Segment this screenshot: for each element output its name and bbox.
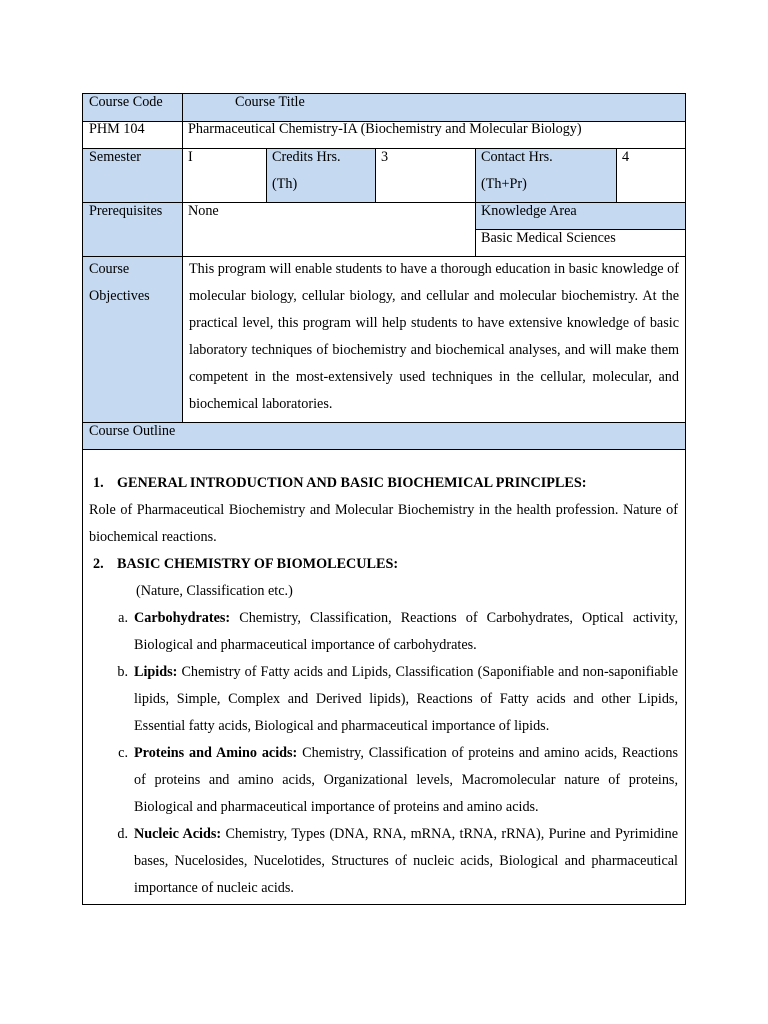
list-item — [118, 605, 678, 659]
objectives-text: This program will enable students to have a thorough education in basic knowledge of molecular biology, cellular biology, and cellular and molecular biochemistry. At the practical level, this program will help students to have extensive knowledge of basic laboratory techniques of biochemistry and biochemical analyses, and will make them competent in the most-extensively used techniques in the cellular, molecular, and biochemical laboratories. — [189, 261, 679, 412]
credits-label-line1: Credits Hrs. — [272, 149, 341, 165]
semester-value: I — [188, 149, 193, 165]
section-heading — [93, 551, 686, 578]
credits-label-line2: (Th) — [272, 176, 298, 192]
course-outline-label: Course Outline — [89, 423, 176, 439]
course-title-label: Course Title — [235, 94, 305, 110]
list-item-term: Nucleic Acids: — [134, 826, 222, 842]
section-heading — [93, 470, 686, 497]
list-item-text: Chemistry of Fatty acids and Lipids, Classification (Saponifiable and non-saponifiable lipids, Simple, Complex and Derived lipids), Reactions of Fatty acids and other Lipids, Essential fatty acids, Biological and pharmaceutical importance of lipids. — [134, 664, 678, 734]
list-item-letter: d. — [117, 826, 128, 842]
prerequisites-label: Prerequisites — [89, 203, 163, 219]
row-divider — [82, 202, 686, 203]
knowledge-area-value: Basic Medical Sciences — [481, 230, 616, 246]
semester-label: Semester — [89, 149, 142, 165]
section-number: 2. — [93, 556, 104, 572]
course-title-value: Pharmaceutical Chemistry-IA (Biochemistry and Molecular Biology) — [188, 121, 582, 137]
course-code-label: Course Code — [89, 94, 163, 110]
row-divider — [82, 449, 686, 450]
list-item-text: Chemistry, Types (DNA, RNA, mRNA, tRNA, rRNA), Purine and Pyrimidine bases, Nucelosides, Nucelotides, Structures of nucleic acids, Biological and pharmaceutical importance of nucleic acids. — [134, 826, 678, 896]
prerequisites-value: None — [188, 203, 219, 219]
contact-label-line2: (Th+Pr) — [481, 176, 527, 192]
objectives-label-line1: Course — [89, 261, 130, 277]
list-item-term: Lipids: — [134, 664, 178, 680]
credits-value: 3 — [381, 149, 389, 165]
list-item-text: Chemistry, Classification of proteins and amino acids, Reactions of proteins and amino acids, Organizational levels, Macromolecular nature of proteins, Biological and pharmaceutical importance of proteins and amino acids. — [134, 745, 678, 815]
section-number: 1. — [93, 475, 104, 491]
knowledge-area-label: Knowledge Area — [481, 203, 577, 219]
contact-value: 4 — [622, 149, 630, 165]
objectives-label-line2: Objectives — [89, 288, 150, 304]
list-item-term: Proteins and Amino acids: — [134, 745, 298, 761]
list-item-letter: a. — [118, 610, 128, 626]
list-item — [117, 821, 678, 902]
course-outline-body — [82, 470, 686, 902]
section-text: Role of Pharmaceutical Biochemistry and Molecular Biochemistry in the health profession. Nature of biochemical reactions. — [89, 502, 678, 545]
section-note: (Nature, Classification etc.) — [136, 583, 293, 599]
course-code-value: PHM 104 — [89, 121, 145, 137]
list-item-letter: b. — [117, 664, 128, 680]
list-item — [117, 659, 678, 740]
section-title: GENERAL INTRODUCTION AND BASIC BIOCHEMICAL PRINCIPLES: — [117, 475, 587, 491]
list-item — [118, 740, 678, 821]
list-item-text: Chemistry, Classification, Reactions of Carbohydrates, Optical activity, Biological and pharmaceutical importance of carbohydrates. — [134, 610, 678, 653]
list-item-letter: c. — [118, 745, 128, 761]
list-item-term: Carbohydrates: — [134, 610, 231, 626]
contact-label-line1: Contact Hrs. — [481, 149, 553, 165]
section-title: BASIC CHEMISTRY OF BIOMOLECULES: — [117, 556, 399, 572]
